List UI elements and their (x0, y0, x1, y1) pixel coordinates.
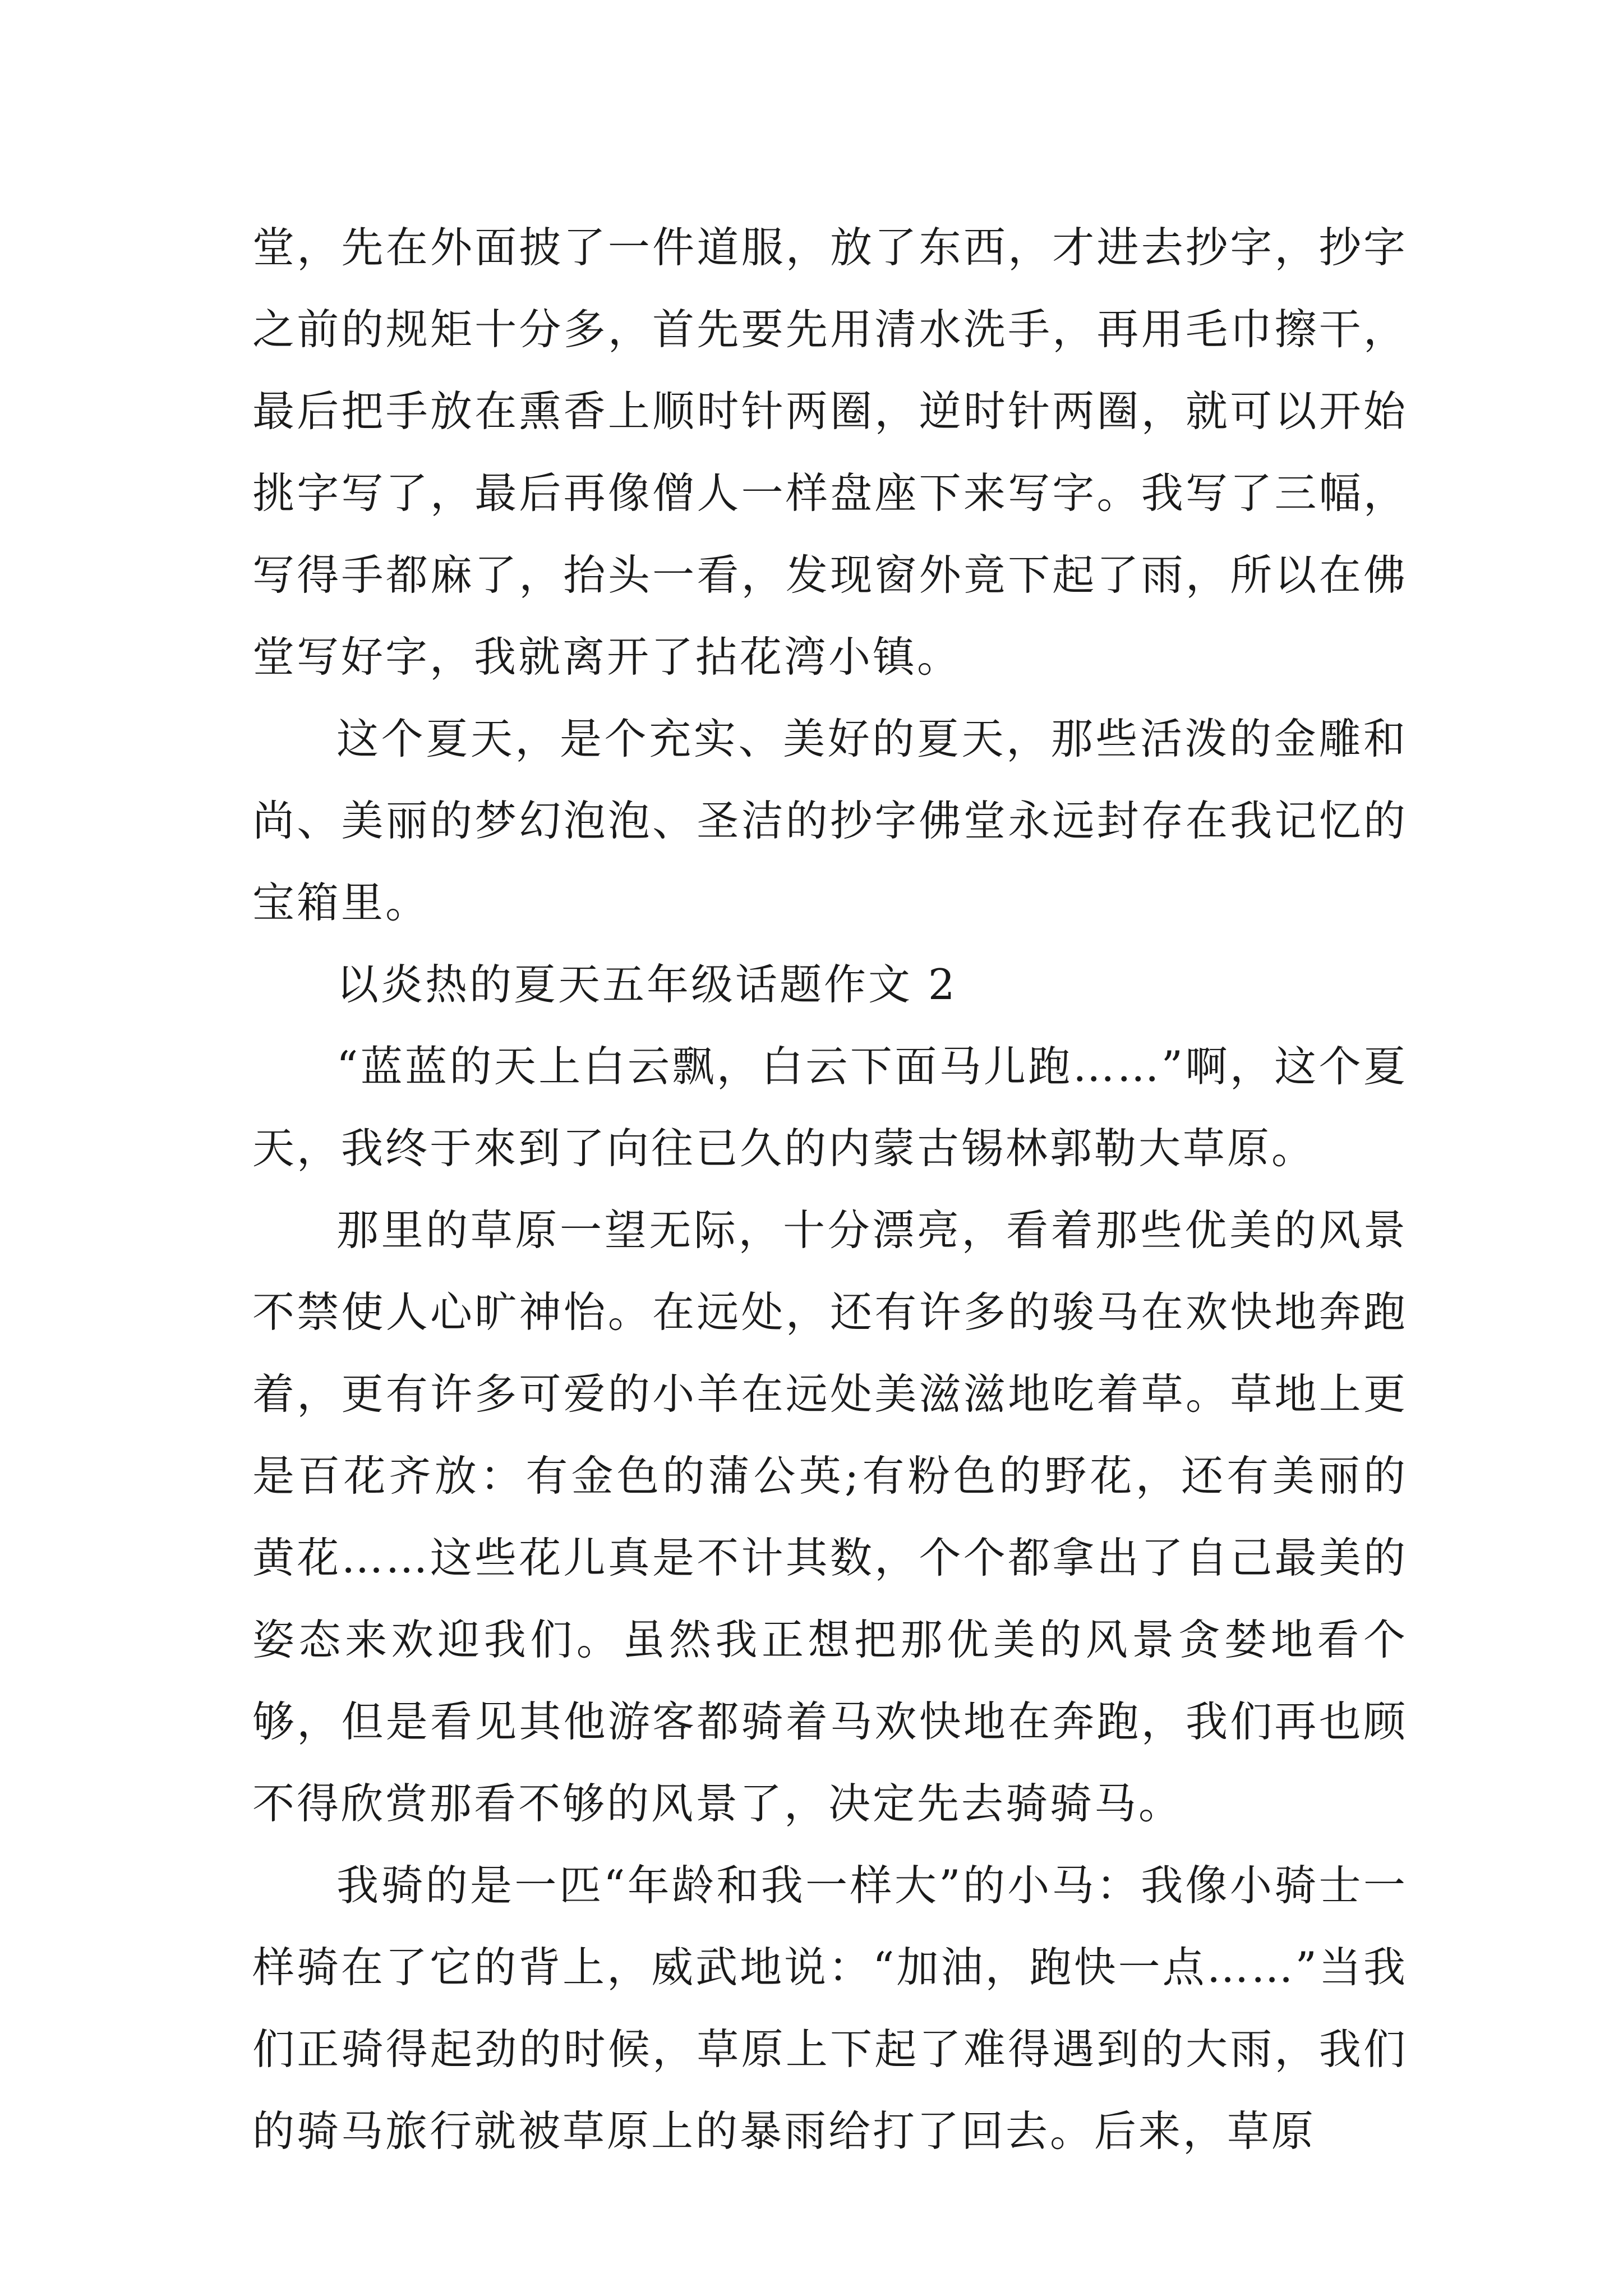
document-body (252, 206, 1408, 2172)
paragraph-song-quote: “蓝蓝的天上白云飘，白云下面马儿跑……”啊，这个夏天，我终于來到了向往已久的内蒙古锡林郭勒大草原。 (252, 1042, 1408, 1173)
paragraph-horse-riding: 我骑的是一匹“年龄和我一样大”的小马：我像小骑士一样骑在了它的背上，威武地说：“加油，跑快一点……”当我们正骑得起劲的时候，草原上下起了难得遇到的大雨，我们的骑马旅行就被草原上的暴雨给打了回去。后来，草原 (252, 1861, 1408, 2156)
paragraph-grassland: 那里的草原一望无际，十分漂亮，看着那些优美的风景不禁使人心旷神怡。在远处，还有许多的骏马在欢快地奔跑着，更有许多可爱的小羊在远处美滋滋地吃着草。草地上更是百花齐放：有金色的蒲公英;有粉色的野花，还有美丽的黄花……这些花儿真是不计其数，个个都拿出了自己最美的姿态来欢迎我们。虽然我正想把那优美的风景贪婪地看个够，但是看见其他游客都骑着马欢快地在奔跑，我们再也顾不得欣赏那看不够的风景了，决定先去骑骑马。 (252, 1205, 1408, 1828)
paragraph-continuation: 堂，先在外面披了一件道服，放了东西，才进去抄字，抄字之前的规矩十分多，首先要先用清水洗手，再用毛巾擦干，最后把手放在熏香上顺时针两圈，逆时针两圈，就可以开始挑字写了，最后再像僧人一样盘座下来写字。我写了三幅，写得手都麻了，抬头一看，发现窗外竟下起了雨，所以在佛堂写好字，我就离开了拈花湾小镇。 (252, 223, 1408, 682)
paragraph-summer-summary: 这个夏天，是个充实、美好的夏天，那些活泼的金雕和尚、美丽的梦幻泡泡、圣洁的抄字佛堂永远封存在我记忆的宝箱里。 (252, 714, 1408, 927)
essay-title-2: 以炎热的夏天五年级话题作文 2 (336, 960, 957, 1009)
